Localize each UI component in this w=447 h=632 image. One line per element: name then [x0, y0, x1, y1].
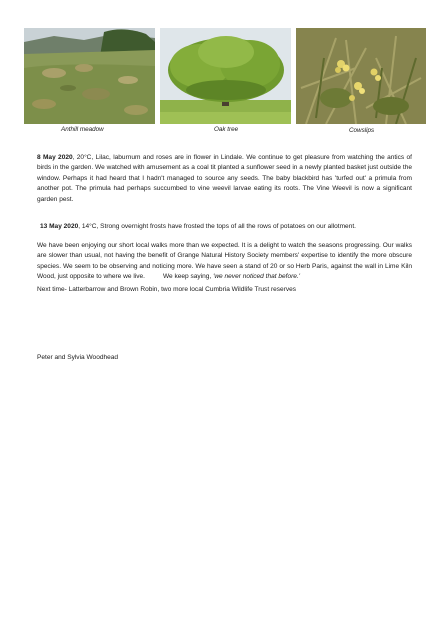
next-time-note: Next time- Latterbarrow and Brown Robin, two more local Cumbria Wildlife Trust reserves	[37, 286, 297, 293]
photo-caption: Cowslips	[349, 127, 375, 134]
entry-date: 13 May 2020	[40, 223, 79, 230]
cowslips-photo	[296, 28, 426, 124]
photo-caption: Oak tree	[214, 126, 239, 133]
anthill-meadow-photo	[24, 28, 155, 124]
entry-text: , 14°C, Strong overnight frosts have frosted the tops of all the rows of potatoes on our allotment.	[78, 223, 356, 230]
entry-text: We keep saying,	[162, 273, 214, 281]
entry-quote: 'we never noticed that before.'	[213, 273, 301, 281]
oak-tree-photo	[160, 28, 291, 124]
photo-caption: Anthill meadow	[61, 126, 104, 133]
diary-entry-8-may	[37, 153, 412, 205]
signature: Peter and Sylvia Woodhead	[37, 354, 119, 361]
entry-text: We have been enjoying our short local walks more than we expected. It is a delight to watch the seasons progressing. Our walks are slower than usual, not having the benefit of Grange Natural History Society members' expertise to identify the more obscure species. We seem to be observing and noticing more. We have seen a stand of 20 or so Herb Paris, against the wall in Lime Kiln Wood, just opposite to where we live.	[37, 242, 412, 281]
diary-entry-13-may	[40, 222, 415, 232]
entry-text: , 20°C, Lilac, laburnum and roses are in flower in Lindale. We continue to get pleasure from watching the antics of birds in the garden. We watched with amusement as a coal tit planted a sunflower seed in a newly planted basket just outside the window. Perhaps it had heard that I hadn't managed to source any seeds. The baby blackbird has 'turfed out' a primula from another pot. The primula had perhaps succumbed to vine weevil larvae eating its roots. The Vine Weevil is now a significant garden pest.	[37, 154, 412, 203]
diary-entry-walks	[37, 241, 412, 283]
entry-date: 8 May 2020	[37, 154, 73, 161]
